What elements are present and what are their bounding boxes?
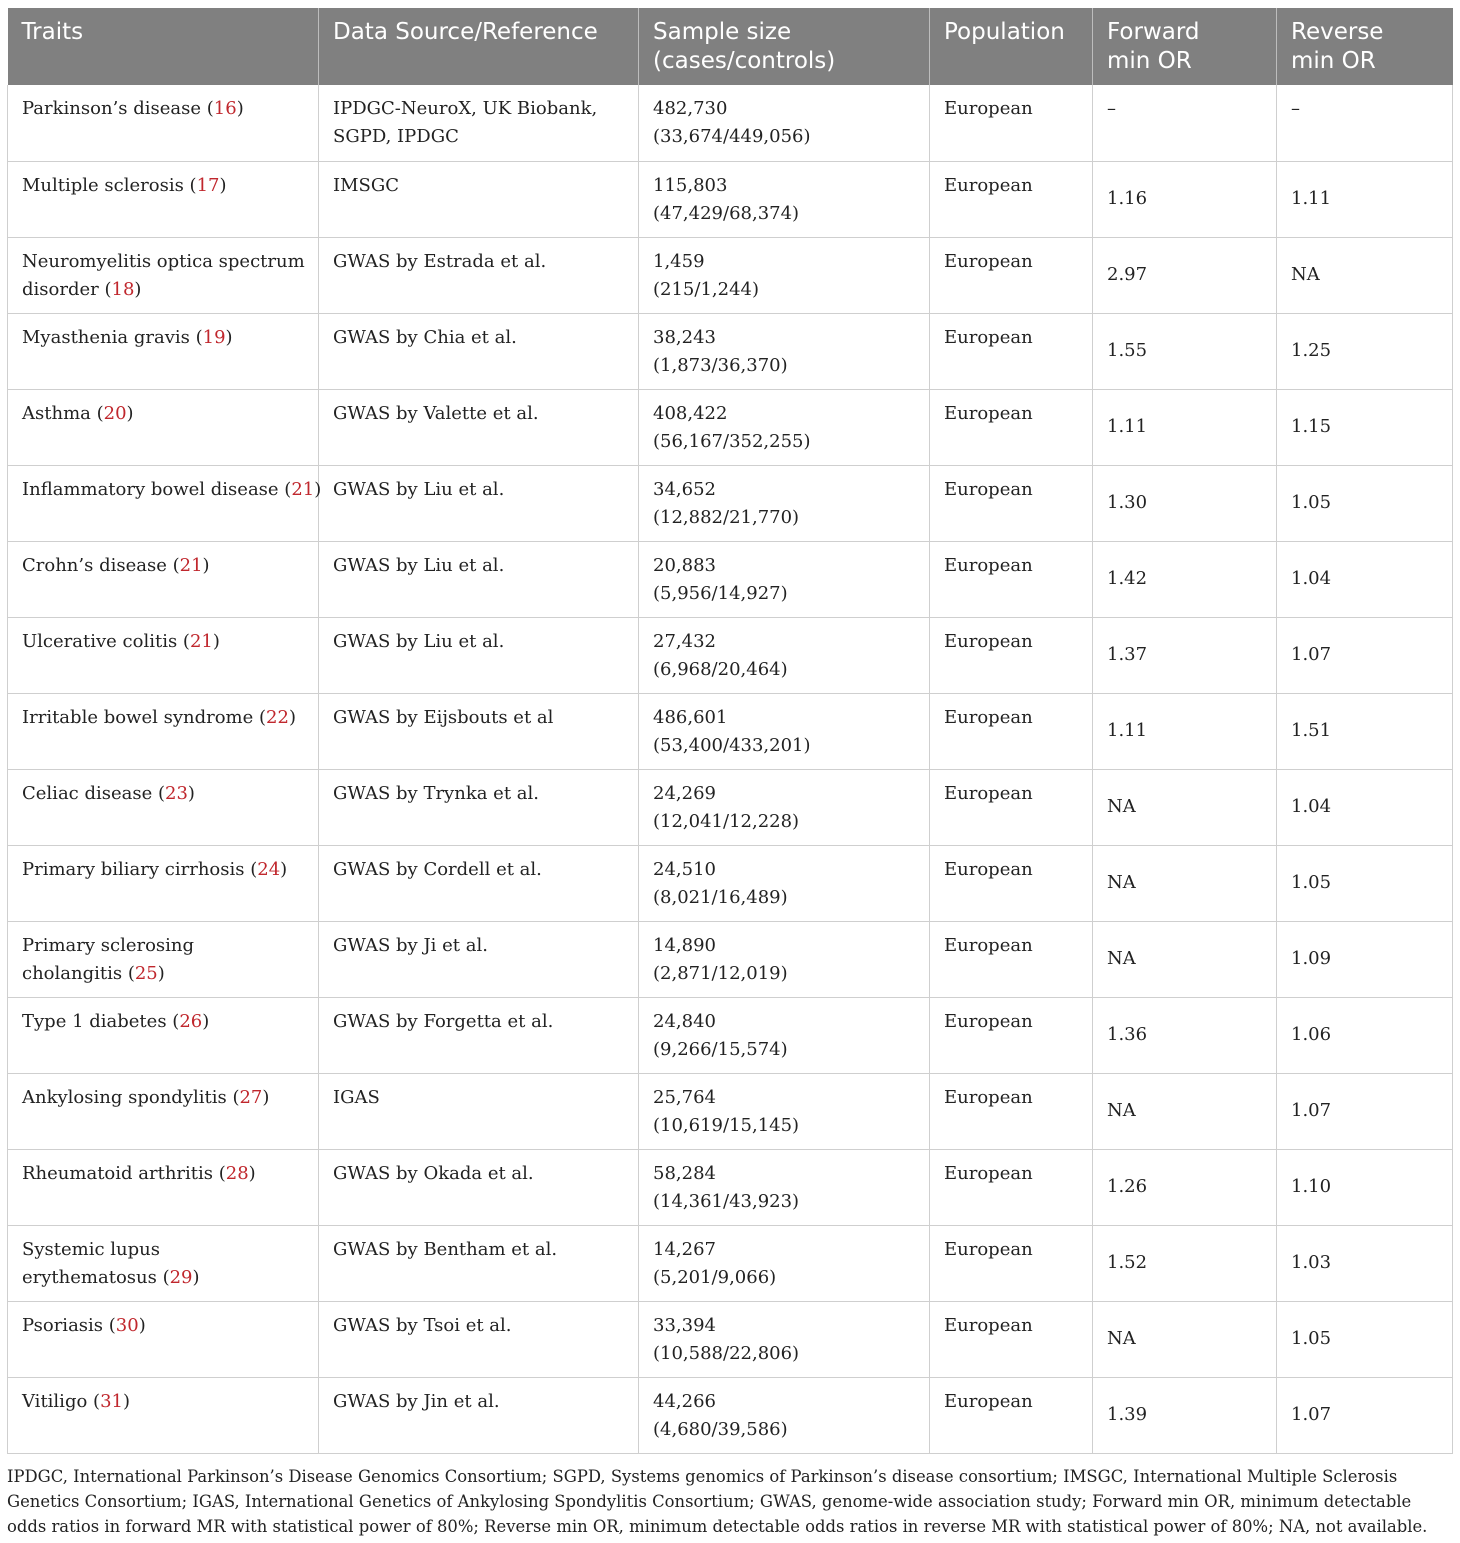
cell-reverse-min-or: 1.05 [1277,1301,1453,1377]
sample-total: 482,730 [653,98,728,119]
sample-total: 25,764 [653,1086,716,1108]
sample-split: (47,429/68,374) [653,202,800,224]
header-source: Data Source/Reference [319,8,639,85]
sample-split: (33,674/449,056) [653,126,811,147]
trait-name: Ankylosing spondylitis [22,1086,227,1108]
cell-trait [8,921,319,997]
trait-name: Primary biliary cirrhosis [22,858,245,880]
source-line: GWAS by Chia et al. [333,326,517,348]
cell-population: European [930,1377,1093,1453]
sample-split: (10,588/22,806) [653,1342,800,1364]
cell-population: European [930,1149,1093,1225]
cell-source [319,389,639,465]
sample-split: (10,619/15,145) [653,1114,800,1136]
trait-name: Celiac disease [22,782,153,804]
header-row [8,8,1453,85]
sample-split: (5,956/14,927) [653,582,788,604]
trait-line: Inflammatory bowel disease (21) [22,478,322,500]
source-line: IGAS [333,1086,380,1108]
cell-reverse-min-or: 1.06 [1277,997,1453,1073]
sample-split: (215/1,244) [653,278,759,300]
cell-source [319,693,639,769]
sample-total: 34,652 [653,478,716,500]
sample-split: (1,873/36,370) [653,354,788,376]
table-row [8,465,1453,541]
sample-split: (9,266/15,574) [653,1038,788,1060]
cell-forward-min-or: 1.55 [1093,313,1277,389]
trait-name: Rheumatoid arthritis [22,1162,214,1184]
reference-link[interactable]: 30 [115,1314,139,1336]
reference-link[interactable]: 21 [189,630,213,652]
sample-split: (12,041/12,228) [653,810,800,832]
cell-trait [8,85,319,161]
source-line: SGPD, IPDGC [333,126,459,147]
trait-name: Neuromyelitis optica spectrum [22,250,305,272]
cell-source [319,617,639,693]
reference-link[interactable]: 28 [225,1162,249,1184]
trait-line: Parkinson’s disease (16) [22,98,244,119]
trait-line: Ulcerative colitis (21) [22,630,220,652]
trait-line [22,932,304,960]
source-line: GWAS by Jin et al. [333,1390,500,1412]
cell-source [319,85,639,161]
sample-total: 14,890 [653,934,716,956]
cell-sample-size [639,845,930,921]
cell-trait [8,845,319,921]
trait-line: Multiple sclerosis (17) [22,174,227,196]
cell-reverse-min-or: 1.07 [1277,1073,1453,1149]
cell-trait [8,769,319,845]
table-row [8,237,1453,313]
cell-population: European [930,237,1093,313]
cell-sample-size [639,465,930,541]
trait-name: Psoriasis [22,1314,104,1336]
source-line: IMSGC [333,174,400,196]
cell-forward-min-or: 1.52 [1093,1225,1277,1301]
table-row [8,1301,1453,1377]
trait-name: disorder [22,278,99,300]
cell-sample-size [639,85,930,161]
cell-sample-size [639,1301,930,1377]
cell-reverse-min-or: 1.04 [1277,541,1453,617]
reference-link[interactable]: 21 [291,478,315,500]
source-line: GWAS by Trynka et al. [333,782,539,804]
trait-name: Myasthenia gravis [22,326,190,348]
trait-line: Celiac disease (23) [22,782,195,804]
cell-trait [8,465,322,541]
reference-link[interactable]: 25 [134,962,158,984]
cell-trait [8,1377,319,1453]
table-row [8,617,1453,693]
table-row [8,1225,1453,1301]
reference-link[interactable]: 19 [202,326,226,348]
sample-split: (6,968/20,464) [653,658,788,680]
sample-split: (12,882/21,770) [653,506,800,528]
sample-split: (56,167/352,255) [653,430,811,452]
cell-trait [8,997,319,1073]
source-line: GWAS by Bentham et al. [333,1238,558,1260]
cell-source [319,769,639,845]
trait-line: Type 1 diabetes (26) [22,1010,210,1032]
reference-link[interactable]: 18 [111,278,135,300]
source-line: GWAS by Valette et al. [333,402,539,424]
trait-line: Myasthenia gravis (19) [22,326,233,348]
cell-source [319,997,639,1073]
sample-total: 115,803 [653,174,728,196]
cell-population: European [930,769,1093,845]
table-header [8,8,1453,85]
trait-line: Asthma (20) [22,402,134,424]
cell-source [319,1073,639,1149]
table-row [8,1149,1453,1225]
cell-forward-min-or: 2.97 [1093,237,1277,313]
cell-sample-size [639,1377,930,1453]
reference-link[interactable]: 21 [179,554,203,576]
cell-trait [8,1225,319,1301]
trait-line [22,1236,304,1264]
cell-source [319,1301,639,1377]
table-row [8,1073,1453,1149]
trait-line: disorder (18) [22,278,142,300]
cell-forward-min-or: 1.42 [1093,541,1277,617]
cell-trait [8,389,319,465]
cell-reverse-min-or: 1.51 [1277,693,1453,769]
cell-population: European [930,465,1093,541]
cell-population: European [930,1225,1093,1301]
cell-trait [8,1073,319,1149]
trait-name: Type 1 diabetes [22,1010,167,1032]
sample-split: (2,871/12,019) [653,962,788,984]
sample-total: 486,601 [653,706,728,728]
sample-total: 24,510 [653,858,716,880]
cell-forward-min-or: NA [1093,1301,1277,1377]
cell-reverse-min-or: 1.04 [1277,769,1453,845]
cell-population: European [930,541,1093,617]
table-row [8,389,1453,465]
cell-forward-min-or: 1.39 [1093,1377,1277,1453]
cell-forward-min-or: 1.16 [1093,161,1277,237]
trait-line: Rheumatoid arthritis (28) [22,1162,256,1184]
sample-total: 58,284 [653,1162,716,1184]
source-line: GWAS by Estrada et al. [333,250,547,272]
trait-name: Crohn’s disease [22,554,167,576]
cell-sample-size [639,161,930,237]
cell-source [319,237,639,313]
trait-name: Inflammatory bowel disease [22,478,279,500]
trait-name: erythematosus [22,1266,157,1288]
trait-line: Ankylosing spondylitis (27) [22,1086,270,1108]
sample-total: 20,883 [653,554,716,576]
cell-population: European [930,313,1093,389]
cell-source [319,1377,639,1453]
cell-sample-size [639,1225,930,1301]
cell-trait [8,237,319,313]
traits-table-container [7,8,1452,1454]
table-footnote: IPDGC, International Parkinson’s Disease Genomics Consortium; SGPD, Systems genomics of Parkinson’s disease consortium; IMSGC, International Multiple Sclerosis Genetics Consortium; IGAS, International Genetics of Ankylosing Spondylitis Consortium; GWAS, genome-wide association study; Forward min OR, minimum detectable odds ratios in forward MR with statistical power of 80%; Reverse min OR, minimum detectable odds ratios in reverse MR with statistical power of 80%; NA, not available. [7,1467,1428,1536]
cell-population: European [930,1073,1093,1149]
reference-link[interactable]: 24 [257,858,281,880]
cell-forward-min-or: 1.11 [1093,693,1277,769]
trait-line: Psoriasis (30) [22,1314,146,1336]
cell-sample-size [639,1149,930,1225]
source-line: GWAS by Liu et al. [333,478,505,500]
header-traits: Traits [8,8,319,85]
header-sample-size: Sample size (cases/controls) [639,8,930,85]
table-row [8,921,1453,997]
table-row [8,1377,1453,1453]
cell-forward-min-or: – [1093,85,1277,161]
cell-reverse-min-or: 1.25 [1277,313,1453,389]
cell-source [319,313,639,389]
cell-reverse-min-or: 1.15 [1277,389,1453,465]
cell-reverse-min-or: NA [1277,237,1453,313]
cell-reverse-min-or: 1.03 [1277,1225,1453,1301]
cell-reverse-min-or: 1.05 [1277,845,1453,921]
cell-trait [8,541,319,617]
cell-forward-min-or: NA [1093,845,1277,921]
cell-trait [8,1301,319,1377]
cell-sample-size [639,313,930,389]
sample-split: (14,361/43,923) [653,1190,800,1212]
cell-trait [8,1149,319,1225]
cell-source [319,921,639,997]
cell-population: European [930,85,1093,161]
reference-link[interactable]: 17 [196,174,220,196]
table-row [8,161,1453,237]
sample-split: (8,021/16,489) [653,886,788,908]
source-line: GWAS by Okada et al. [333,1162,534,1184]
table-row [8,997,1453,1073]
trait-line: Primary biliary cirrhosis (24) [22,858,288,880]
table-row [8,541,1453,617]
reference-link[interactable]: 26 [179,1010,203,1032]
reference-link[interactable]: 29 [169,1266,193,1288]
traits-table [7,8,1453,1454]
sample-split: (53,400/433,201) [653,734,811,756]
source-line: GWAS by Ji et al. [333,934,488,956]
cell-forward-min-or: 1.26 [1093,1149,1277,1225]
cell-forward-min-or: 1.36 [1093,997,1277,1073]
source-line: GWAS by Forgetta et al. [333,1010,554,1032]
cell-population: European [930,1301,1093,1377]
sample-total: 24,269 [653,782,716,804]
table-row [8,313,1453,389]
sample-total: 24,840 [653,1010,716,1032]
cell-population: European [930,161,1093,237]
cell-forward-min-or: 1.30 [1093,465,1277,541]
trait-name: Irritable bowel syndrome [22,706,254,728]
trait-name: Ulcerative colitis [22,630,178,652]
source-line: GWAS by Eijsbouts et al [333,706,554,728]
cell-sample-size [639,693,930,769]
trait-line: cholangitis (25) [22,962,165,984]
cell-sample-size [639,389,930,465]
cell-trait [8,313,319,389]
cell-population: European [930,389,1093,465]
cell-forward-min-or: NA [1093,1073,1277,1149]
trait-name: Systemic lupus [22,1238,160,1260]
source-line: IPDGC-NeuroX, UK Biobank, [333,98,598,119]
cell-reverse-min-or: 1.07 [1277,1377,1453,1453]
sample-total: 38,243 [653,326,716,348]
sample-total: 1,459 [653,250,705,272]
trait-line [22,248,304,276]
cell-population: European [930,617,1093,693]
cell-source [319,161,639,237]
sample-split: (5,201/9,066) [653,1266,777,1288]
cell-forward-min-or: NA [1093,921,1277,997]
cell-source [319,1225,639,1301]
cell-trait [8,693,319,769]
trait-name: Primary sclerosing [22,934,195,956]
cell-population: European [930,921,1093,997]
cell-population: European [930,845,1093,921]
trait-line: Crohn’s disease (21) [22,554,210,576]
source-line: GWAS by Cordell et al. [333,858,542,880]
sample-split: (4,680/39,586) [653,1418,788,1440]
cell-sample-size [639,237,930,313]
cell-sample-size [639,921,930,997]
cell-reverse-min-or: 1.07 [1277,617,1453,693]
cell-trait [8,617,319,693]
cell-source [319,465,639,541]
trait-name: Asthma [22,402,91,424]
trait-line: Irritable bowel syndrome (22) [22,706,296,728]
cell-population: European [930,997,1093,1073]
cell-source [319,845,639,921]
header-population: Population [930,8,1093,85]
cell-sample-size [639,617,930,693]
cell-source [319,541,639,617]
trait-line: erythematosus (29) [22,1266,200,1288]
table-row [8,85,1453,161]
reference-link[interactable]: 20 [103,402,127,424]
trait-name: cholangitis [22,962,123,984]
sample-total: 408,422 [653,402,728,424]
source-line: GWAS by Liu et al. [333,630,505,652]
sample-total: 27,432 [653,630,716,652]
header-forward-min-or: Forward min OR [1093,8,1277,85]
cell-reverse-min-or: 1.05 [1277,465,1453,541]
cell-reverse-min-or: 1.10 [1277,1149,1453,1225]
table-body [8,85,1453,1453]
cell-source [319,1149,639,1225]
reference-link[interactable]: 16 [213,98,237,119]
reference-link[interactable]: 27 [239,1086,263,1108]
source-line: GWAS by Liu et al. [333,554,505,576]
table-row [8,693,1453,769]
sample-total: 33,394 [653,1314,716,1336]
sample-total: 14,267 [653,1238,716,1260]
trait-name: Parkinson’s disease [22,98,202,119]
sample-total: 44,266 [653,1390,716,1412]
trait-name: Multiple sclerosis [22,174,184,196]
cell-forward-min-or: NA [1093,769,1277,845]
trait-name: Vitiligo [22,1390,88,1412]
cell-sample-size [639,997,930,1073]
cell-sample-size [639,541,930,617]
table-row [8,845,1453,921]
cell-reverse-min-or: 1.09 [1277,921,1453,997]
source-line: GWAS by Tsoi et al. [333,1314,512,1336]
cell-reverse-min-or: – [1277,85,1453,161]
cell-forward-min-or: 1.11 [1093,389,1277,465]
header-reverse-min-or: Reverse min OR [1277,8,1453,85]
reference-link[interactable]: 22 [266,706,289,728]
cell-trait [8,161,319,237]
table-row [8,769,1453,845]
cell-sample-size [639,1073,930,1149]
reference-link[interactable]: 23 [165,782,188,804]
cell-forward-min-or: 1.37 [1093,617,1277,693]
cell-reverse-min-or: 1.11 [1277,161,1453,237]
cell-sample-size [639,769,930,845]
trait-line: Vitiligo (31) [22,1390,130,1412]
cell-population: European [930,693,1093,769]
reference-link[interactable]: 31 [100,1390,123,1412]
